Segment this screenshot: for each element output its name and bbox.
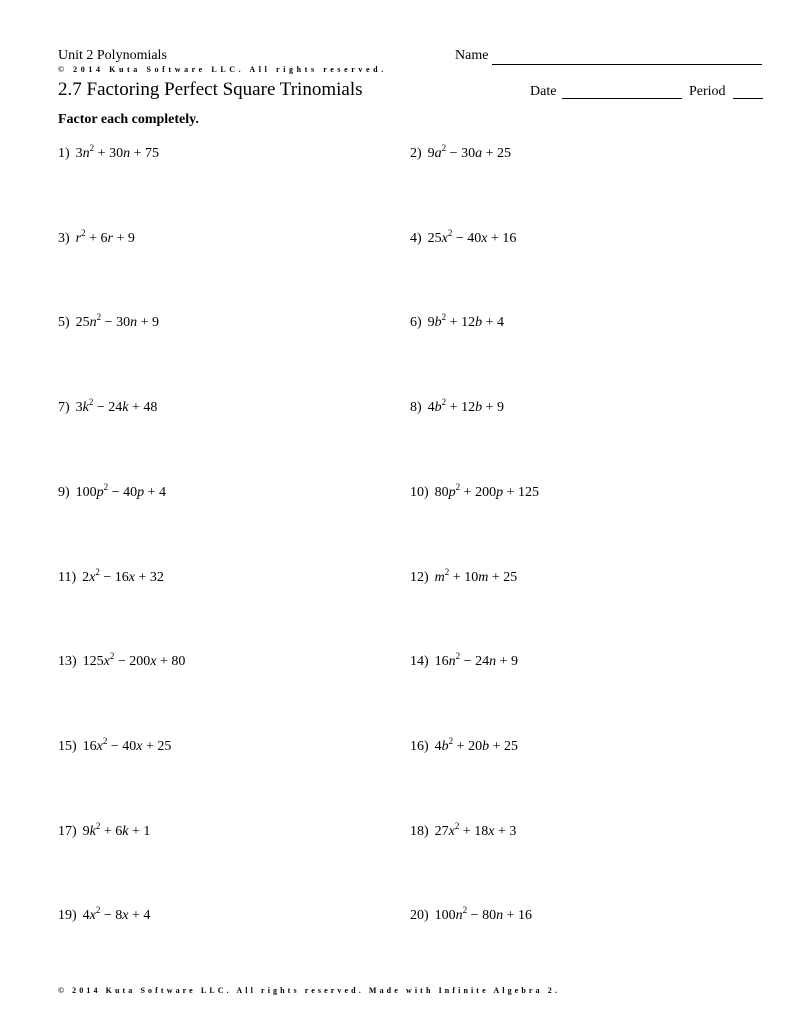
problem-3	[58, 228, 135, 247]
problem-expression: $r^2 + 6r + 9$	[75, 228, 135, 246]
problem-expression: $100n^2 - 80n + 16$	[434, 905, 532, 923]
problem-number: 20)	[410, 908, 429, 923]
problem-expression: $25n^2 - 30n + 9$	[75, 312, 159, 330]
problem-expression: $4b^2 + 12b + 9$	[427, 397, 504, 415]
problem-number: 8)	[410, 400, 422, 415]
name-label: Name	[455, 48, 489, 63]
problem-number: 19)	[58, 908, 77, 923]
problem-expression: $4x^2 - 8x + 4$	[82, 905, 151, 923]
problem-number: 18)	[410, 824, 429, 839]
problem-expression: $125x^2 - 200x + 80$	[82, 651, 186, 669]
problem-6	[410, 312, 504, 331]
problem-expression: $80p^2 + 200p + 125$	[434, 482, 539, 500]
problem-number: 13)	[58, 654, 77, 669]
problem-5	[58, 312, 159, 331]
problem-number: 14)	[410, 654, 429, 669]
problem-number: 4)	[410, 231, 422, 246]
problem-expression: $16n^2 - 24n + 9$	[434, 651, 518, 669]
problem-8	[410, 397, 504, 416]
problem-15	[58, 736, 172, 755]
problem-4	[410, 228, 517, 247]
problem-number: 11)	[58, 570, 77, 585]
problem-13	[58, 651, 186, 670]
problem-17	[58, 821, 151, 840]
problem-number: 7)	[58, 400, 70, 415]
problem-number: 5)	[58, 315, 70, 330]
problem-number: 6)	[410, 315, 422, 330]
problem-expression: $16x^2 - 40x + 25$	[82, 736, 172, 754]
problem-expression: $9b^2 + 12b + 4$	[427, 312, 504, 330]
problem-expression: $2x^2 - 16x + 32$	[82, 567, 164, 585]
problem-14	[410, 651, 518, 670]
date-blank-line	[562, 98, 682, 99]
problem-2	[410, 143, 511, 162]
problem-number: 1)	[58, 146, 70, 161]
problem-expression: $3k^2 - 24k + 48$	[75, 397, 158, 415]
problem-expression: $4b^2 + 20b + 25$	[434, 736, 518, 754]
problem-number: 9)	[58, 485, 70, 500]
problem-expression: $m^2 + 10m + 25$	[434, 567, 518, 585]
problem-number: 2)	[410, 146, 422, 161]
problem-number: 16)	[410, 739, 429, 754]
problem-number: 17)	[58, 824, 77, 839]
period-label: Period	[689, 84, 726, 99]
problem-expression: $25x^2 - 40x + 16$	[427, 228, 517, 246]
problem-expression: $3n^2 + 30n + 75$	[75, 143, 159, 161]
problem-number: 15)	[58, 739, 77, 754]
worksheet-title: 2.7 Factoring Perfect Square Trinomials	[58, 79, 363, 100]
problem-number: 12)	[410, 570, 429, 585]
problem-18	[410, 821, 517, 840]
problem-expression: $9k^2 + 6k + 1$	[82, 821, 151, 839]
problem-16	[410, 736, 518, 755]
course-title: Unit 2 Polynomials	[58, 48, 167, 63]
problem-12	[410, 567, 518, 586]
problem-19	[58, 905, 151, 924]
problem-7	[58, 397, 158, 416]
period-blank-line	[733, 98, 763, 99]
problem-11	[58, 567, 164, 586]
copyright-footer: © 2014 Kuta Software LLC. All rights reserved. Made with Infinite Algebra 2.	[58, 986, 560, 995]
instructions: Factor each completely.	[58, 112, 199, 127]
copyright-header: © 2014 Kuta Software LLC. All rights reserved.	[58, 65, 387, 74]
problem-number: 3)	[58, 231, 70, 246]
problem-number: 10)	[410, 485, 429, 500]
problem-10	[410, 482, 539, 501]
problem-1	[58, 143, 159, 162]
problem-20	[410, 905, 532, 924]
date-label: Date	[530, 84, 557, 99]
name-blank-line	[492, 64, 762, 65]
problem-9	[58, 482, 166, 501]
problem-expression: $100p^2 - 40p + 4$	[75, 482, 166, 500]
problem-expression: $9a^2 - 30a + 25$	[427, 143, 511, 161]
problem-expression: $27x^2 + 18x + 3$	[434, 821, 517, 839]
